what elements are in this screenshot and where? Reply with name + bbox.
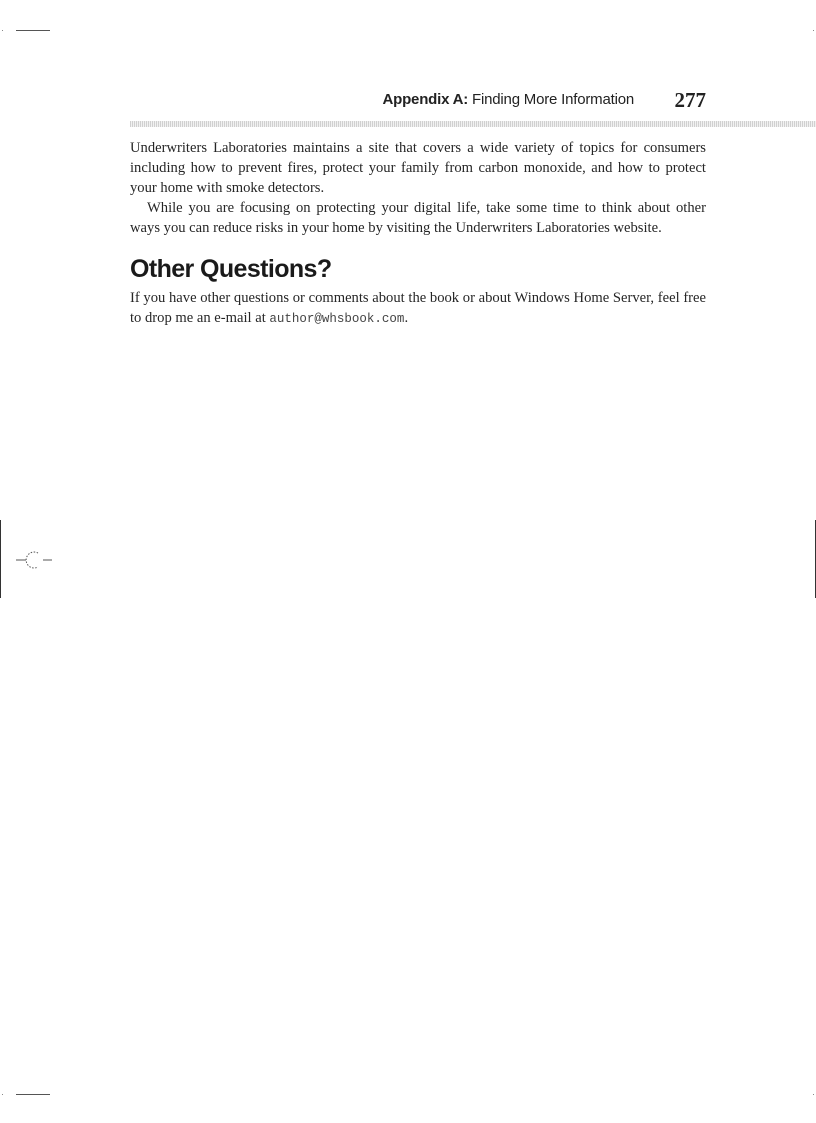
section-heading: Other Questions? bbox=[130, 255, 332, 283]
crop-dot bbox=[813, 1094, 814, 1095]
registration-mark-icon bbox=[16, 550, 54, 570]
appendix-title: Finding More Information bbox=[468, 91, 634, 108]
body-paragraph: Underwriters Laboratories maintains a site that covers a wide variety of topics for consumers including how to prevent fires, protect your family from carbon monoxide, and how to protect your home with smoke detectors. bbox=[130, 140, 706, 196]
crop-dot bbox=[2, 1094, 3, 1095]
body-paragraph: While you are focusing on protecting your digital life, take some time to think about other ways you can reduce risks in your home by visiting the Underwriters Laboratories website. bbox=[130, 200, 706, 236]
section-paragraph bbox=[130, 288, 706, 329]
email-address-link[interactable]: author@whsbook.com bbox=[269, 312, 405, 326]
page-number: 277 bbox=[674, 88, 706, 112]
header-rule bbox=[130, 121, 816, 127]
crop-mark-top-left bbox=[16, 30, 50, 31]
section-text: If you have other questions or comments about the book or about Windows Home Server, feel free to drop me an e-mail at bbox=[130, 290, 706, 326]
section-text-end: . bbox=[404, 310, 409, 326]
crop-dot bbox=[2, 30, 3, 31]
running-head bbox=[130, 88, 706, 114]
chapter-title bbox=[383, 91, 635, 108]
appendix-label: Appendix A: bbox=[382, 91, 469, 108]
crop-mark-bottom-left bbox=[16, 1094, 50, 1095]
crop-mark-left-edge bbox=[0, 520, 1, 598]
crop-dot bbox=[813, 30, 814, 31]
page-body bbox=[130, 138, 706, 329]
